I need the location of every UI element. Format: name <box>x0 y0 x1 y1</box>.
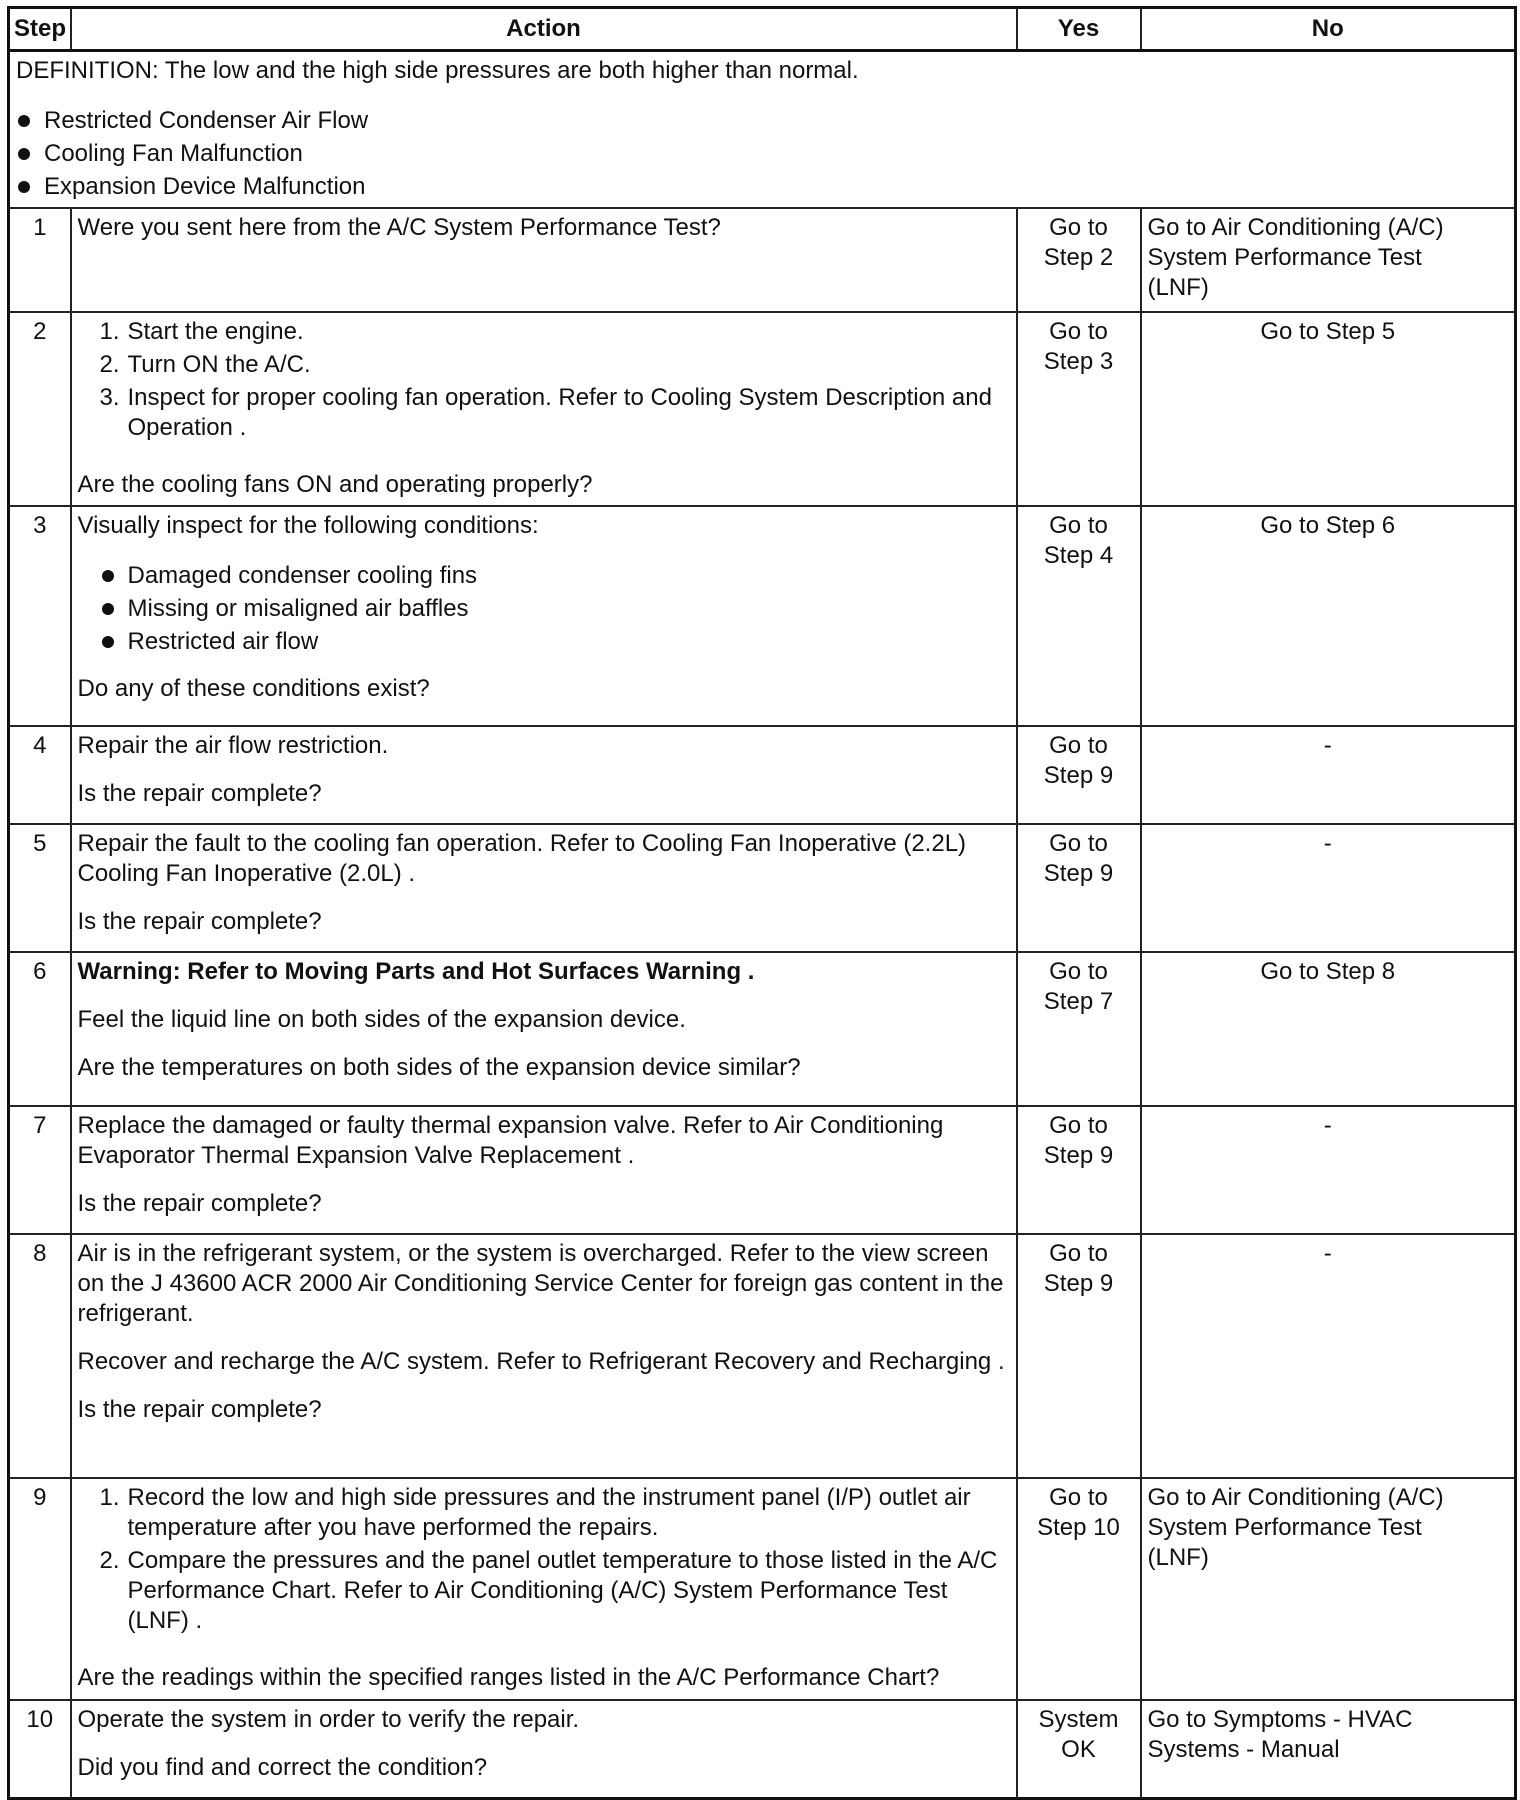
yes-text: Step 7 <box>1043 988 1114 1015</box>
list-item: Restricted Condenser Air Flow <box>0 104 1508 137</box>
definition-text: DEFINITION: The low and the high side pressures are both higher than normal. <box>16 57 859 84</box>
yes-text: Step 10 <box>1037 1514 1120 1541</box>
no-text: Systems - Manual <box>1147 1736 1340 1763</box>
no-cell <box>1141 208 1516 312</box>
yes-cell <box>1017 1700 1141 1798</box>
yes-text: Step 2 <box>1043 244 1114 271</box>
diagnostic-table <box>7 6 1517 1800</box>
step-text: Feel the liquid line on both sides of the expansion device. <box>77 1006 686 1033</box>
step-number: 4 <box>9 726 71 824</box>
step-question: Is the repair complete? <box>77 1190 322 1217</box>
yes-text: OK <box>1061 1736 1096 1763</box>
table-row <box>9 1700 1516 1798</box>
step-number: 2 <box>9 312 71 506</box>
yes-cell <box>1017 1478 1141 1700</box>
step-number: 5 <box>9 824 71 952</box>
yes-cell <box>1017 1106 1141 1234</box>
list-item: 1. Start the engine. <box>99 318 304 345</box>
table-row <box>9 208 1516 312</box>
no-text: (LNF) <box>1147 274 1209 301</box>
step-list <box>78 1483 1010 1636</box>
step-text: Repair the air flow restriction. <box>77 732 389 759</box>
step-text: Operate the system in order to verify the repair. <box>77 1706 580 1733</box>
step-text: Replace the damaged or faulty thermal expansion valve. Refer to Air Conditioning Evaporator Thermal Expansion Valve Replacement . <box>77 1112 944 1169</box>
step-number: 9 <box>9 1478 71 1700</box>
yes-text: Step 9 <box>1043 762 1114 789</box>
yes-cell <box>1017 726 1141 824</box>
step-question: Did you find and correct the condition? <box>77 1754 488 1781</box>
header-no: No <box>1141 8 1516 51</box>
step-number: 7 <box>9 1106 71 1234</box>
list-item: Restricted air flow <box>78 625 1010 658</box>
step-number: 3 <box>9 506 71 726</box>
yes-cell <box>1017 824 1141 952</box>
list-item: Missing or misaligned air baffles <box>78 592 1010 625</box>
table-row <box>9 824 1516 952</box>
table-row <box>9 1234 1516 1478</box>
yes-text: Go to <box>1049 512 1108 539</box>
action-cell <box>71 1234 1017 1478</box>
definition-row <box>9 51 1516 209</box>
definition-cell <box>9 51 1516 209</box>
step-text-2: Recover and recharge the A/C system. Refer to Refrigerant Recovery and Recharging . <box>77 1348 1005 1375</box>
yes-cell <box>1017 208 1141 312</box>
step-number: 6 <box>9 952 71 1106</box>
header-yes: Yes <box>1017 8 1141 51</box>
yes-text: Go to <box>1049 732 1108 759</box>
yes-text: Go to <box>1049 214 1108 241</box>
table-row <box>9 312 1516 506</box>
yes-text: Step 4 <box>1043 542 1114 569</box>
step-text: Air is in the refrigerant system, or the system is overcharged. Refer to the view screen on the J 43600 ACR 2000 Air Conditioning Service Center for foreign gas content in the refrigerant. <box>77 1240 1004 1327</box>
table-row <box>9 506 1516 726</box>
action-cell <box>71 208 1017 312</box>
list-item: Damaged condenser cooling fins <box>78 559 1010 592</box>
table-row <box>9 952 1516 1106</box>
yes-text: System <box>1038 1706 1119 1733</box>
list-item: Cooling Fan Malfunction <box>0 137 1508 170</box>
no-cell: Go to Step 6 <box>1141 506 1516 726</box>
step-question: Do any of these conditions exist? <box>77 675 430 702</box>
no-cell: - <box>1141 824 1516 952</box>
yes-text: Step 9 <box>1043 860 1114 887</box>
table-row <box>9 1478 1516 1700</box>
list-item: 2. Compare the pressures and the panel outlet temperature to those listed in the A/C Performance Chart. Refer to Air Conditioning (A/C) System Performance Test (LNF) . <box>99 1547 998 1634</box>
yes-text: Go to <box>1049 1240 1108 1267</box>
step-question: Is the repair complete? <box>77 780 322 807</box>
yes-text: Step 9 <box>1043 1270 1114 1297</box>
no-cell: - <box>1141 726 1516 824</box>
header-row <box>9 8 1516 51</box>
list-item: Expansion Device Malfunction <box>0 170 1508 203</box>
yes-text: Go to <box>1049 1112 1108 1139</box>
yes-text: Go to <box>1049 1484 1108 1511</box>
no-cell: - <box>1141 1106 1516 1234</box>
yes-cell <box>1017 312 1141 506</box>
action-cell <box>71 312 1017 506</box>
header-step: Step <box>9 8 71 51</box>
list-item: 1. Record the low and high side pressures and the instrument panel (I/P) outlet air temperature after you have performed the repairs. <box>99 1484 971 1541</box>
step-list <box>78 317 1010 443</box>
action-cell <box>71 1700 1017 1798</box>
step-question: Are the cooling fans ON and operating properly? <box>77 471 593 498</box>
cause-list <box>0 104 1508 203</box>
no-cell: - <box>1141 1234 1516 1478</box>
yes-text: Go to <box>1049 830 1108 857</box>
step-question: Are the temperatures on both sides of the expansion device similar? <box>77 1054 801 1081</box>
step-text: Repair the fault to the cooling fan operation. Refer to Cooling Fan Inoperative (2.2L) Cooling Fan Inoperative (2.0L) . <box>77 830 967 887</box>
no-text: Go to Symptoms - HVAC <box>1147 1706 1413 1733</box>
condition-list <box>78 559 1010 658</box>
no-text: Go to Air Conditioning (A/C) <box>1147 214 1444 241</box>
step-question: Were you sent here from the A/C System Performance Test? <box>77 214 721 241</box>
step-question: Is the repair complete? <box>77 908 322 935</box>
no-cell <box>1141 1700 1516 1798</box>
action-cell <box>71 506 1017 726</box>
no-cell: Go to Step 8 <box>1141 952 1516 1106</box>
no-text: (LNF) <box>1147 1544 1209 1571</box>
yes-text: Go to <box>1049 318 1108 345</box>
step-question: Are the readings within the specified ranges listed in the A/C Performance Chart? <box>77 1664 940 1691</box>
step-question: Is the repair complete? <box>77 1396 322 1423</box>
no-text: System Performance Test <box>1147 244 1422 271</box>
warning-text: Warning: Refer to Moving Parts and Hot Surfaces Warning . <box>77 958 755 985</box>
yes-text: Step 9 <box>1043 1142 1114 1169</box>
step-number: 10 <box>9 1700 71 1798</box>
step-number: 8 <box>9 1234 71 1478</box>
table-row <box>9 1106 1516 1234</box>
list-item: 2. Turn ON the A/C. <box>99 351 311 378</box>
diagnostic-page <box>7 6 1514 1800</box>
action-cell <box>71 726 1017 824</box>
no-cell: Go to Step 5 <box>1141 312 1516 506</box>
no-text: Go to Air Conditioning (A/C) <box>1147 1484 1444 1511</box>
action-cell <box>71 824 1017 952</box>
action-cell <box>71 952 1017 1106</box>
yes-cell <box>1017 952 1141 1106</box>
no-cell <box>1141 1478 1516 1700</box>
header-action: Action <box>71 8 1017 51</box>
step-number: 1 <box>9 208 71 312</box>
step-intro: Visually inspect for the following conditions: <box>77 512 539 539</box>
list-item: 3. Inspect for proper cooling fan operation. Refer to Cooling System Description and Operation . <box>99 384 992 441</box>
yes-cell <box>1017 1234 1141 1478</box>
action-cell <box>71 1478 1017 1700</box>
action-cell <box>71 1106 1017 1234</box>
table-row <box>9 726 1516 824</box>
yes-cell <box>1017 506 1141 726</box>
yes-text: Step 3 <box>1043 348 1114 375</box>
yes-text: Go to <box>1049 958 1108 985</box>
no-text: System Performance Test <box>1147 1514 1422 1541</box>
